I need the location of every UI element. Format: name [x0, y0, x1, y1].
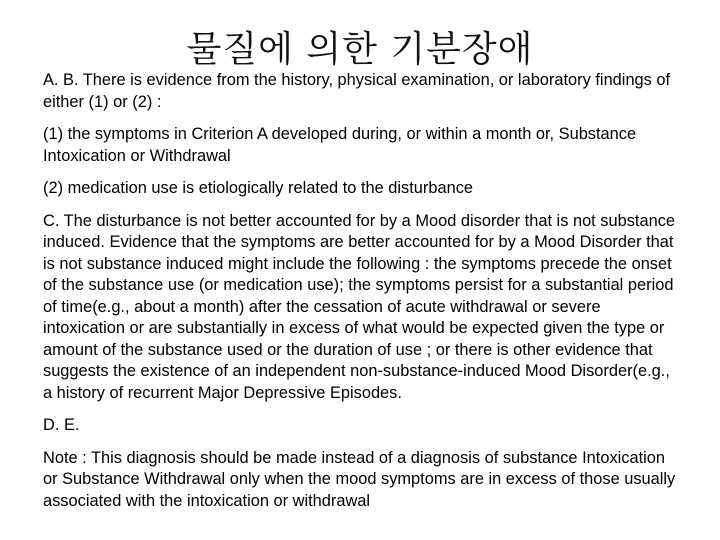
- criterion-1-paragraph: (1) the symptoms in Criterion A developed during, or within a month or, Substance Intoxication or Withdrawal: [43, 125, 637, 165]
- criterion-ab-paragraph: A. B. There is evidence from the history, physical examination, or laboratory findings of either (1) or (2) :: [43, 71, 671, 111]
- criterion-c-paragraph: C. The disturbance is not better accounted for by a Mood disorder that is not substance induced. Evidence that the symptoms are better accounted for by a Mood Disorder that is not substance induced might include the following : the symptoms precede the onset of the substance use (or medication use); the symptoms persist for a substantial period of time(e.g., about a month) after the cessation of acute withdrawal or severe intoxication or are substantially in excess of what would be expected given the type or amount of the substance used or the duration of use ; or there is other evidence that suggests the existence of an independent non-substance-induced Mood Disorder(e.g., a history of recurrent Major Depressive Episodes.: [43, 211, 676, 402]
- note-paragraph: Note : This diagnosis should be made instead of a diagnosis of substance Intoxication or Substance Withdrawal only when the mood symptoms are in excess of those usually associated with the intoxication or withdrawal: [43, 448, 676, 510]
- slide-title: 물질에 의한 기분장애: [186, 29, 534, 70]
- criterion-2-paragraph: (2) medication use is etiologically related to the disturbance: [43, 179, 474, 197]
- criterion-de-paragraph: D. E.: [43, 416, 80, 434]
- slide-body: [43, 70, 683, 523]
